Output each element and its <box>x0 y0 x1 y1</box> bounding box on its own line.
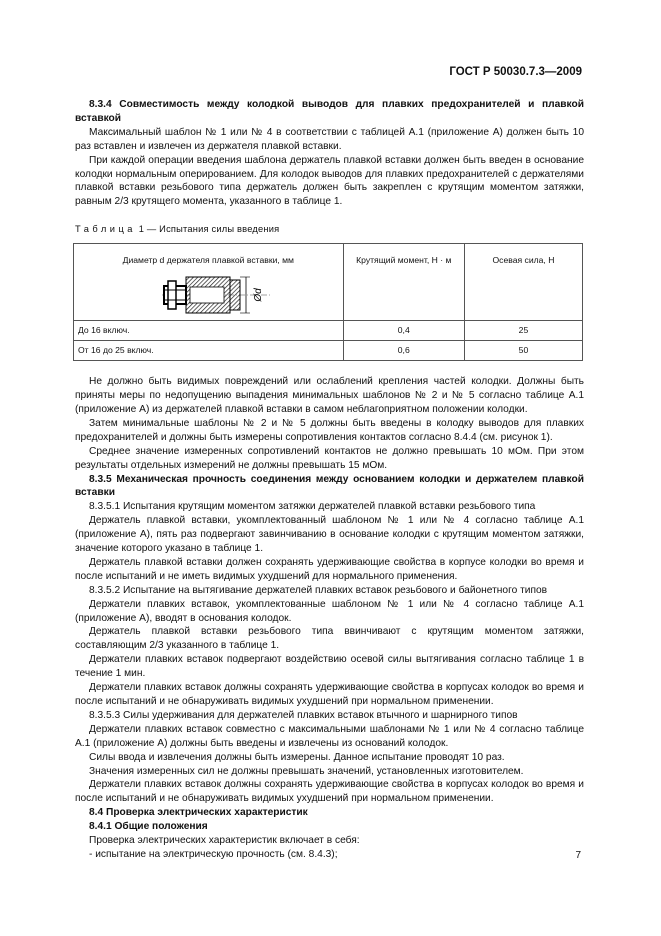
insertion-force-table <box>73 243 583 361</box>
document-body <box>75 98 584 862</box>
header-axial-force-label: Осевая сила, Н <box>492 255 555 266</box>
section-title-8-4: 8.4 Проверка электрических характеристик <box>89 807 308 819</box>
paragraph: Держатели плавких вставок подвергают воздействию осевой силы вытягивания согласно таблице 1 в течение 1 мин. <box>75 654 584 680</box>
document-header: ГОСТ Р 50030.7.3—2009 <box>449 66 582 78</box>
table-caption-prefix: Таблица <box>75 224 136 235</box>
paragraph: Держатели плавких вставок, укомплектованные шаблоном № 1 или № 4 согласно таблице А.1 (приложение А), вводят в основания колодок. <box>75 598 584 624</box>
table-row <box>74 341 583 361</box>
paragraph: Силы ввода и извлечения должны быть измерены. Данное испытание проводят 10 раз. <box>89 751 505 763</box>
list-item: - испытание на электрическую прочность (см. 8.4.3); <box>89 848 338 860</box>
paragraph: Держатели плавких вставок должны сохранять удерживающие свойства в корпусах колодок во время и после испытаний и не обнаруживать видимых ухудшений при нормальном применении. <box>75 779 584 805</box>
header-diameter <box>74 244 344 321</box>
subsection-title-8-3-5-2: 8.3.5.2 Испытание на вытягивание держателей плавких вставок резьбового и байонетного типов <box>89 584 548 596</box>
paragraph: Держатель плавкой вставки резьбового типа ввинчивают с крутящим моментом затяжки, составляющим 2/3 указанного в таблице 1. <box>75 626 584 652</box>
paragraph: Максимальный шаблон № 1 или № 4 в соответствии с таблицей А.1 (приложение А) должен быть 10 раз вставлен и извлечен из держателя плавкой вставки. <box>75 126 584 152</box>
paragraph: Затем минимальные шаблоны № 2 и № 5 должны быть введены в колодку выводов для плавких предохранителей и должны быть измерены сопротивления контактов согласно 8.4.4 (см. рисунок 1). <box>75 417 584 443</box>
table-cell-diameter: От 16 до 25 включ. <box>74 341 344 361</box>
table-caption-text: 1 — Испытания силы введения <box>138 224 280 235</box>
table-cell-torque: 0,6 <box>343 341 464 361</box>
table-row <box>74 321 583 341</box>
paragraph: Значения измеренных сил не должны превышать значений, установленных изготовителем. <box>89 765 524 777</box>
header-axial-force <box>464 244 582 321</box>
paragraph: Проверка электрических характеристик включает в себя: <box>89 835 360 847</box>
diameter-label: Ød <box>253 288 264 302</box>
paragraph: Держатель плавкой вставки должен сохранять удерживающие свойства в корпусе колодки во время и после испытаний и не иметь видимых ухудшений для нормального применения. <box>75 556 584 582</box>
table-cell-torque: 0,4 <box>343 321 464 341</box>
subsection-title-8-3-5-1: 8.3.5.1 Испытания крутящим моментом затяжки держателей плавкой вставки резьбового типа <box>89 501 536 513</box>
paragraph: Держатели плавких вставок совместно с максимальными шаблонами № 1 или № 4 согласно таблице А.1 (приложение А) должны быть введены и извлечены из оснований колодок. <box>75 723 584 749</box>
paragraph: Держатель плавкой вставки, укомплектованный шаблоном № 1 или № 4 согласно таблице А.1 (приложение А), пять раз подвергают завинчиванию в основание колодки с крутящим моментом затяжки, значение которого указано в таблице 1. <box>75 515 584 555</box>
header-diameter-label: Диаметр d держателя плавкой вставки, мм <box>122 255 294 266</box>
paragraph: Не должно быть видимых повреждений или ослаблений крепления частей колодки. Должны быть приняты меры по недопущению выпадения минимальных шаблонов № 2 и № 5 согласно таблице А.1 (приложение А) из держателей плавкой вставки в самом неблагоприятном положении колодки. <box>75 376 584 415</box>
section-title-8-4-1: 8.4.1 Общие положения <box>89 821 208 833</box>
header-torque <box>343 244 464 321</box>
table-cell-force: 50 <box>464 341 582 361</box>
table-cell-force: 25 <box>464 321 582 341</box>
paragraph: Держатели плавких вставок должны сохранять удерживающие свойства в корпусах колодок во время и после испытаний и не обнаруживать видимых ухудшений при нормальном применении. <box>75 682 584 707</box>
after-table-text <box>75 375 584 862</box>
table-caption <box>75 223 584 237</box>
table-cell-diameter: До 16 включ. <box>74 321 344 341</box>
section-title-8-3-4: 8.3.4 Совместимость между колодкой выводов для плавких предохранителей и плавкой вставкой <box>75 99 584 124</box>
page-number: 7 <box>575 850 581 861</box>
header-torque-label: Крутящий момент, Н · м <box>356 255 452 266</box>
table-header-row <box>74 244 583 321</box>
section-title-8-3-5: 8.3.5 Механическая прочность соединения между основанием колодки и держателем плавкой вставки <box>75 473 584 499</box>
subsection-title-8-3-5-3: 8.3.5.3 Силы удерживания для держателей плавких вставок втычного и шарнирного типов <box>89 709 518 721</box>
paragraph: Среднее значение измеренных сопротивлений контактов не должно превышать 10 мОм. При этом результаты отдельных измерений не должны превышать 15 мОм. <box>75 445 584 471</box>
fuse-holder-figure <box>160 272 272 318</box>
paragraph: При каждой операции введения шаблона держатель плавкой вставки должен быть введен в основание колодки нормальным оперированием. Для колодок выводов для плавких предохранителей с держателями плавкой вставки резьбового типа держатель должен быть закреплен с крутящим моментом затяжки, равным 2/3 крутящего момента, указанного в таблице 1. <box>75 154 584 208</box>
